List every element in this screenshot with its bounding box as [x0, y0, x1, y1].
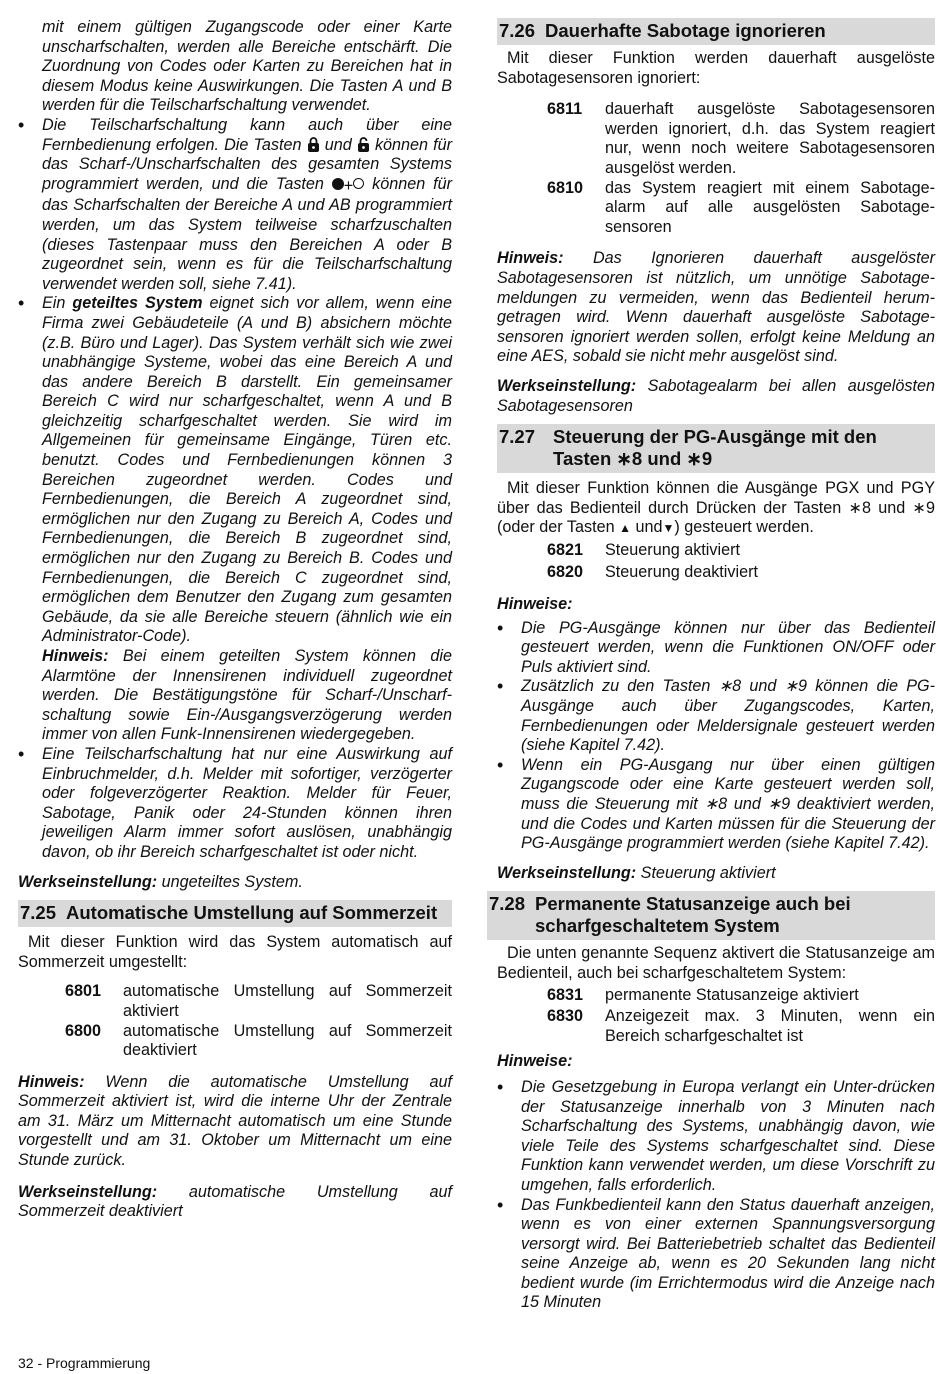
notes-label: Hinweise:: [497, 1052, 573, 1071]
option-list: [497, 100, 935, 237]
option-row: 6801 automatische Umstellung auf Sommerzeit aktiviert: [65, 982, 452, 1020]
lock-open-icon: [357, 137, 370, 152]
arrow-down-icon: ▼: [662, 521, 675, 536]
list-item: • Das Funkbedienteil kann den Status dauerhaft anzeigen, wenn es von einer externen Spannungsversorgung versorgt wird. Bei Batteriebetrieb schaltet das Bedienteil seine Anzeige ab, wenn es 20 Sekunden lang nicht bedient wurde (im Errichtermodus wird die Anzeige nach 15 Minuten: [497, 1196, 935, 1314]
list-item: • Zusätzlich zu den Tasten ∗8 und ∗9 können die PG-Ausgänge auch über Zugangscodes, Karten, Fernbedienungen oder Meldersignale gesteuert werden (siehe Kapitel 7.42).: [497, 677, 935, 755]
list-item: • Eine Teilscharfschaltung hat nur eine Auswirkung auf Einbruchmelder, d.h. Melder mit sofortiger, verzögerter oder folgeverzögerter Reaktion. Melder für Feuer, Sabotage, Panik oder 24-Stunden können ihren jeweiligen Alarm immer sofort auslösen, unabhängig davon, ob ihr Bereich scharfgeschaltet ist oder nicht.: [18, 745, 452, 863]
factory-setting: Werkseinstellung: automatische Umstellung auf Sommerzeit deaktiviert: [18, 1182, 452, 1221]
option-row: 6800 automatische Umstellung auf Sommerzeit deaktiviert: [65, 1021, 452, 1060]
factory-setting: Werkseinstellung: ungeteiltes System.: [18, 872, 303, 891]
factory-setting: Werkseinstellung: Sabotagealarm bei allen ausgelösten Sabotagesensoren: [497, 376, 935, 415]
option-list: [497, 541, 935, 583]
list-item: • Die Teilscharfschaltung kann auch über eine Fernbedienung erfolgen. Die Tasten und können für das Scharf-/Unscharfschalten des gesamten Systems programmiert werden, und die Tasten + können für das Scharfschalten der Bereiche A und AB programmiert werden, um das System teilweise scharfzuschalten (dieses Tastenpaar muss den Bereichen A oder B zugeordnet sein, wenn es für die Teilscharfschaltung verwendet werden soll, siehe 7.41).: [18, 116, 452, 294]
empty-circle-icon: [353, 178, 364, 189]
left-column: [18, 18, 452, 1222]
section-intro: Die unten genannte Sequenz aktivert die Statusanzeige am Bedienteil, auch bei scharfgeschaltetem System:: [497, 944, 935, 982]
option-list: [497, 986, 935, 1047]
list-item: • Die PG-Ausgänge können nur über das Bedienteil gesteuert werden, wenn die Funktionen ON/OFF oder Puls aktiviert sind.: [497, 619, 935, 678]
lead-paragraph: mit einem gültigen Zugangscode oder einer Karte unscharfschalten, werden alle Bereiche entschärft. Die Zuordnung von Codes oder Karten zu Bereichen hat in diesem Modus keine Auswirkungen. Die Tasten A und B werden für die Teilscharfschaltung verwendet.: [42, 18, 452, 115]
option-row: 6811 dauerhaft ausgelöste Sabotagesensoren werden ignoriert, d.h. das System reagiert nur, wenn noch weitere Sabotagesensoren ausgelöst werden.: [547, 100, 935, 177]
option-row: 6820 Steuerung deaktiviert: [547, 563, 758, 582]
section-header-7-28: 7.28 Permanente Statusanzeige auch bei scharfgeschaltetem System: [487, 891, 935, 940]
option-list: [18, 982, 452, 1060]
arrow-up-icon: ▲: [619, 521, 631, 536]
option-row: 6831 permanente Statusanzeige aktiviert: [547, 985, 859, 1004]
section-intro: Mit dieser Funktion wird das System automatisch auf Sommerzeit umgestellt:: [18, 933, 452, 971]
list-item: • Die Gesetzgebung in Europa verlangt ein Unter-drücken der Statusanzeige innerhalb von 3 Minuten nach Scharfschaltung des Systems, unabhängig davon, wie viele Teile des Systems scharfgeschaltet sind. Diese Funktion kann verwendet werden, um diese Vorschrift zu umgehen, falls erforderlich.: [497, 1078, 935, 1196]
section-header-7-25: 7.25 Automatische Umstellung auf Sommerzeit: [18, 900, 452, 927]
option-row: 6821 Steuerung aktiviert: [547, 540, 740, 559]
note: Hinweis: Wenn die automatische Umstellung auf Sommerzeit aktiviert ist, wird die interne Uhr der Zentrale am 31. März um Mitternacht automatisch um eine Stunde vorgestellt und am 31. Oktober um Mitternacht um eine Stunde zurück.: [18, 1072, 453, 1170]
filled-circle-icon: [332, 178, 344, 190]
section-header-7-26: 7.26 Dauerhafte Sabotage ignorieren: [497, 18, 935, 45]
notes-label: Hinweise:: [497, 595, 573, 614]
note: Hinweis: Das Ignorieren dauerhaft ausgelöster Sabotagesensoren ist nützlich, um unnötige Sabotage-meldungen zu vermeiden, wenn das Bedienteil herum-getragen wird. Wenn dauerhaft ausgelöste Sabotage-sensoren ignoriert werden sollen, erfolgt keine Meldung an eine AES, sobald sie nicht mehr ausgelöst sind.: [497, 249, 935, 366]
list-item: • Ein geteiltes System eignet sich vor allem, wenn eine Firma zwei Gebäudeteile (A und B) absichern möchte (z.B. Büro und Lager). Das System verhält sich wie zwei unabhängige Systeme, wobei das eine Bereich A und das andere Bereich B darstellt. Ein gemeinsamer Bereich C wird nur scharfgeschaltet, wenn A und B gleichzeitig scharfgeschaltet werden. Sie wird im Allgemeinen für gemeinsame Eingänge, Türen etc. benutzt. Codes und Fernbedienungen können 3 Bereichen zugeordnet werden. Codes und Fernbedienungen, die Bereich A zugeordnet sind, ermöglichen nur den Zugang zu Bereich A, Codes und Fernbedienungen, die Bereich B zugeordnet sind, ermöglichen nur den Zugang zu Bereich B. Codes und Fernbedienungen, die Bereich C zugeordnet sind, ermöglichen dem Benutzer den Zugang zum gesamten Gebäude, da sie alle Bereiche steuern (ähnlich wie ein Administrator-Code). Hinweis: Bei einem geteilten System können die Alarmtöne der Innensirenen individuell zugeordnet werden. Die Bestätigungstöne für Scharf-/Unscharf-schaltung sowie Ein-/Ausgangsverzögerung werden immer von allen Funk-Innensirenen wiedergegeben.: [18, 294, 452, 745]
section-intro: Mit dieser Funktion werden dauerhaft ausgelöste Sabotagesensoren ignoriert:: [497, 49, 935, 87]
bullet-list-modes: [18, 116, 452, 863]
page-footer: 32 - Programmierung: [18, 1355, 151, 1371]
section-intro: Mit dieser Funktion können die Ausgänge PGX und PGY über das Bedienteil durch Drücken der Tasten ∗8 und ∗9 (oder der Tasten ▲ und▼) gesteuert werden.: [497, 479, 935, 537]
section-header-7-27: 7.27 Steuerung der PG-Ausgänge mit den Tasten ∗8 und ∗9: [497, 424, 935, 473]
option-row: 6830 Anzeigezeit max. 3 Minuten, wenn ein Bereich scharfgeschaltet ist: [547, 1007, 935, 1045]
right-column: [489, 18, 935, 1313]
option-row: 6810 das System reagiert mit einem Sabotage-alarm auf alle ausgelösten Sabotage-sensoren: [547, 178, 935, 236]
factory-setting: Werkseinstellung: Steuerung aktiviert: [497, 863, 776, 882]
bullet-list-notes: [497, 619, 935, 854]
lock-closed-icon: [307, 137, 320, 152]
bullet-list-notes: [497, 1078, 935, 1313]
list-item: • Wenn ein PG-Ausgang nur über einen gültigen Zugangscode oder eine Karte gesteuert werden soll, muss die Steuerung mit ∗8 und ∗9 deaktiviert werden, und die Codes und Karten müssen für die Steuerung der PG-Ausgänge programmiert werden (siehe Kapitel 7.42).: [497, 756, 935, 854]
